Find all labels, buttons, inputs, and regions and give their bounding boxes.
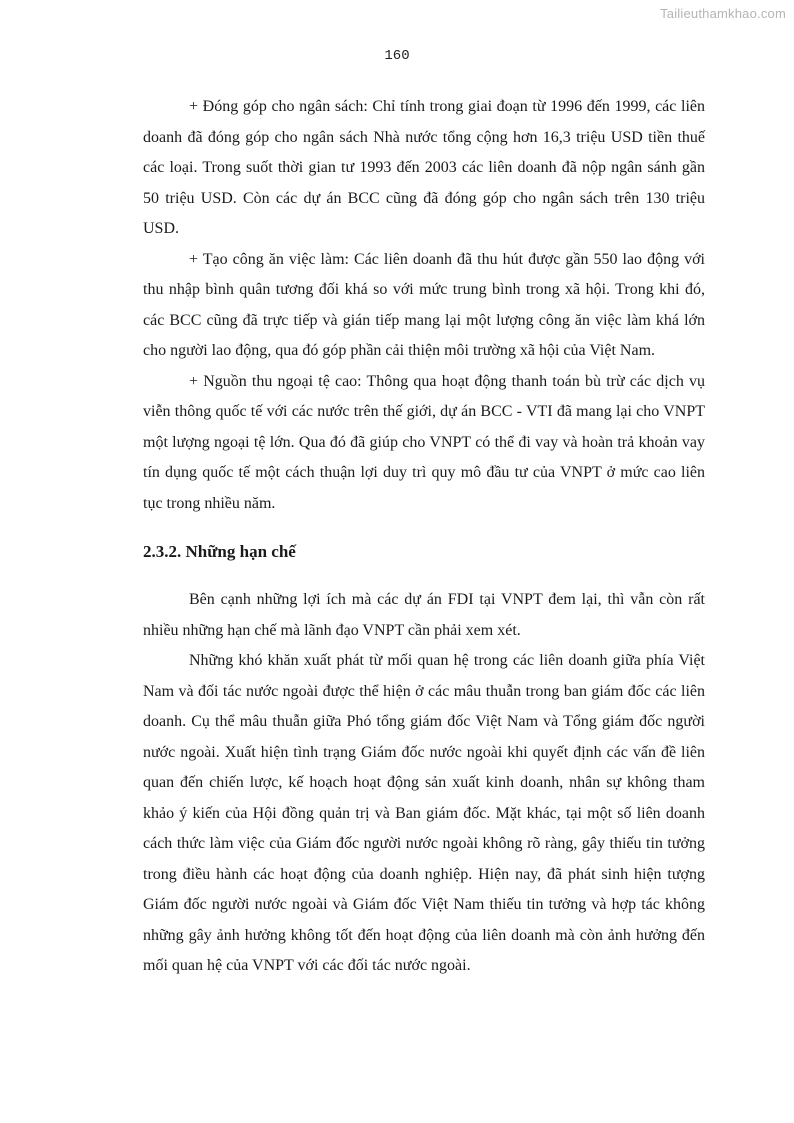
paragraph-foreign-currency: + Nguồn thu ngoại tệ cao: Thông qua hoạt động thanh toán bù trừ các dịch vụ viễn thông quốc tế với các nước trên thế giới, dự án BCC - VTI đã mang lại cho VNPT một lượng ngoại tệ lớn. Qua đó đã giúp cho VNPT có thể đi vay và hoàn trả khoản vay tín dụng quốc tế một cách thuận lợi duy trì quy mô đầu tư của VNPT ở mức cao liên tục trong nhiều năm. xyxy=(143,372,705,512)
paragraph-limitations-detail: Những khó khăn xuất phát từ mối quan hệ trong các liên doanh giữa phía Việt Nam và đối tác nước ngoài được thể hiện ở các mâu thuẫn trong ban giám đốc các liên doanh. Cụ thể mâu thuẫn giữa Phó tổng giám đốc Việt Nam và Tổng giám đốc người nước ngoài. Xuất hiện tình trạng Giám đốc nước ngoài khi quyết định các vấn đề liên quan đến chiến lược, kế hoạch hoạt động sản xuất kinh doanh, nhân sự không tham khảo ý kiến của Hội đồng quản trị và Ban giám đốc. Mặt khác, tại một số liên doanh cách thức làm việc của Giám đốc người nước ngoài không rõ ràng, gây thiếu tin tưởng trong điều hành các hoạt động của doanh nghiệp. Hiện nay, đã phát sinh hiện tượng Giám đốc người nước ngoài và Giám đốc Việt Nam thiếu tin tưởng và hợp tác không những gây ảnh hưởng không tốt đến hoạt động của liên doanh mà còn ảnh hưởng đến mối quan hệ của VNPT với các đối tác nước ngoài. xyxy=(143,652,705,974)
paragraph-limitations-intro: Bên cạnh những lợi ích mà các dự án FDI tại VNPT đem lại, thì vẫn còn rất nhiều những hạn chế mà lãnh đạo VNPT cần phải xem xét. xyxy=(143,591,705,639)
paragraph-budget-contribution: + Đóng góp cho ngân sách: Chỉ tính trong giai đoạn từ 1996 đến 1999, các liên doanh đã đóng góp cho ngân sách Nhà nước tổng cộng hơn 16,3 triệu USD tiền thuế các loại. Trong suốt thời gian tư 1993 đến 2003 các liên doanh đã nộp ngân sánh gần 50 triệu USD. Còn các dự án BCC cũng đã đóng góp cho ngân sách trên 130 triệu USD. xyxy=(143,98,705,237)
paragraph-job-creation: + Tạo công ăn việc làm: Các liên doanh đã thu hút được gần 550 lao động với thu nhập bình quân tương đối khá so với mức trung bình trong xã hội. Trong khi đó, các BCC cũng đã trực tiếp và gián tiếp mang lại một lượng công ăn việc làm khá lớn cho người lao động, qua đó góp phần cải thiện môi trường xã hội của Việt Nam. xyxy=(143,250,705,359)
watermark: Tailieuthamkhao.com xyxy=(660,6,786,21)
section-heading: 2.3.2. Những hạn chế xyxy=(143,542,296,561)
page-number: 160 xyxy=(384,48,410,64)
document-body xyxy=(143,92,705,982)
